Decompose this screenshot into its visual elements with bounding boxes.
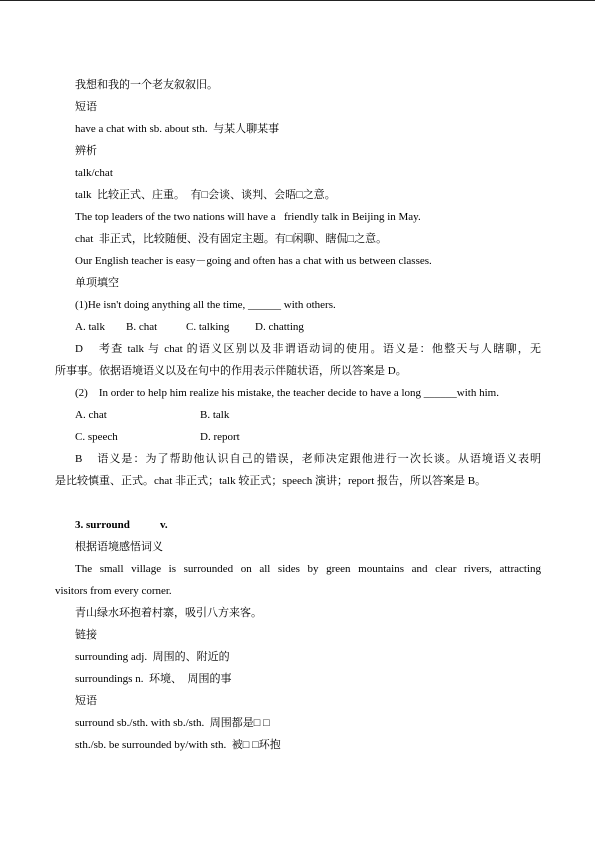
link-label: 链接 — [75, 629, 97, 641]
question-1-explanation: D 考查 talk 与 chat 的语义区别以及非谓语动词的使用。语义是：他整天与人瞎聊，无 — [75, 343, 541, 355]
option-a: A. talk — [75, 321, 105, 333]
question-2-explanation-cont: 是比较慎重、正式。chat 非正式；talk 较正式；speech 演讲；report 报告，所以答案是 B。 — [55, 475, 487, 487]
intro-sentence: 我想和我的一个老友叙叙旧。 — [75, 79, 218, 91]
question-2-stem: (2) In order to help him realize his mistake, the teacher decide to have a long ______with him. — [75, 387, 499, 399]
question-1-options — [55, 316, 541, 338]
option-c: C. speech — [75, 431, 118, 443]
example-sentence-cont: visitors from every corner. — [55, 585, 172, 597]
option-b: B. talk — [200, 409, 230, 421]
question-2-explanation: B 语义是：为了帮助他认识自己的错误，老师决定跟他进行一次长谈。从语境语义表明 — [75, 453, 541, 465]
derivative-item: surrounding adj. 周围的、附近的 — [75, 651, 230, 663]
entry-headword: 3. surround — [75, 519, 130, 531]
question-2-options-row-2 — [55, 426, 541, 448]
option-a: A. chat — [75, 409, 107, 421]
phrase-label: 短语 — [75, 695, 97, 707]
example-sentence: The small village is surrounded on all sides by green mountains and clear rivers, attracting — [75, 563, 541, 575]
phrase-text: have a chat with sb. about sth. 与某人聊某事 — [75, 123, 280, 135]
derivative-item: surroundings n. 环境、 周围的事 — [75, 673, 232, 685]
talk-note: talk 比较正式、庄重。 有□会谈、谈判、会晤□之意。 — [75, 189, 336, 201]
phrase-label: 短语 — [75, 101, 97, 113]
option-d: D. chatting — [255, 321, 304, 333]
option-c: C. talking — [186, 321, 230, 333]
exercise-label: 单项填空 — [75, 277, 119, 289]
option-d: D. report — [200, 431, 240, 443]
top-rule — [0, 0, 595, 1]
part-of-speech: v. — [160, 519, 168, 531]
example-translation: 青山绿水环抱着村寨，吸引八方来客。 — [75, 607, 262, 619]
context-label: 根据语境感悟词义 — [75, 541, 163, 553]
question-1-explanation-cont: 所事事。依据语境语义以及在句中的作用表示伴随状语，所以答案是 D。 — [55, 365, 407, 377]
option-b: B. chat — [126, 321, 158, 333]
word-pair: talk/chat — [75, 167, 113, 179]
talk-example: The top leaders of the two nations will have a friendly talk in Beijing in May. — [75, 211, 421, 223]
document-body — [55, 74, 541, 756]
entry-heading — [55, 514, 541, 536]
question-2-options-row-1 — [55, 404, 541, 426]
phrase-item: sth./sb. be surrounded by/with sth. 被□ □环抱 — [75, 739, 281, 751]
question-1-stem: (1)He isn't doing anything all the time, ______ with others. — [75, 299, 336, 311]
analysis-label: 辨析 — [75, 145, 97, 157]
chat-example: Our English teacher is easy－going and often has a chat with us between classes. — [75, 255, 432, 267]
phrase-item: surround sb./sth. with sb./sth. 周围都是□ □ — [75, 717, 270, 729]
chat-note: chat 非正式，比较随便、没有固定主题。有□闲聊、瞎侃□之意。 — [75, 233, 388, 245]
